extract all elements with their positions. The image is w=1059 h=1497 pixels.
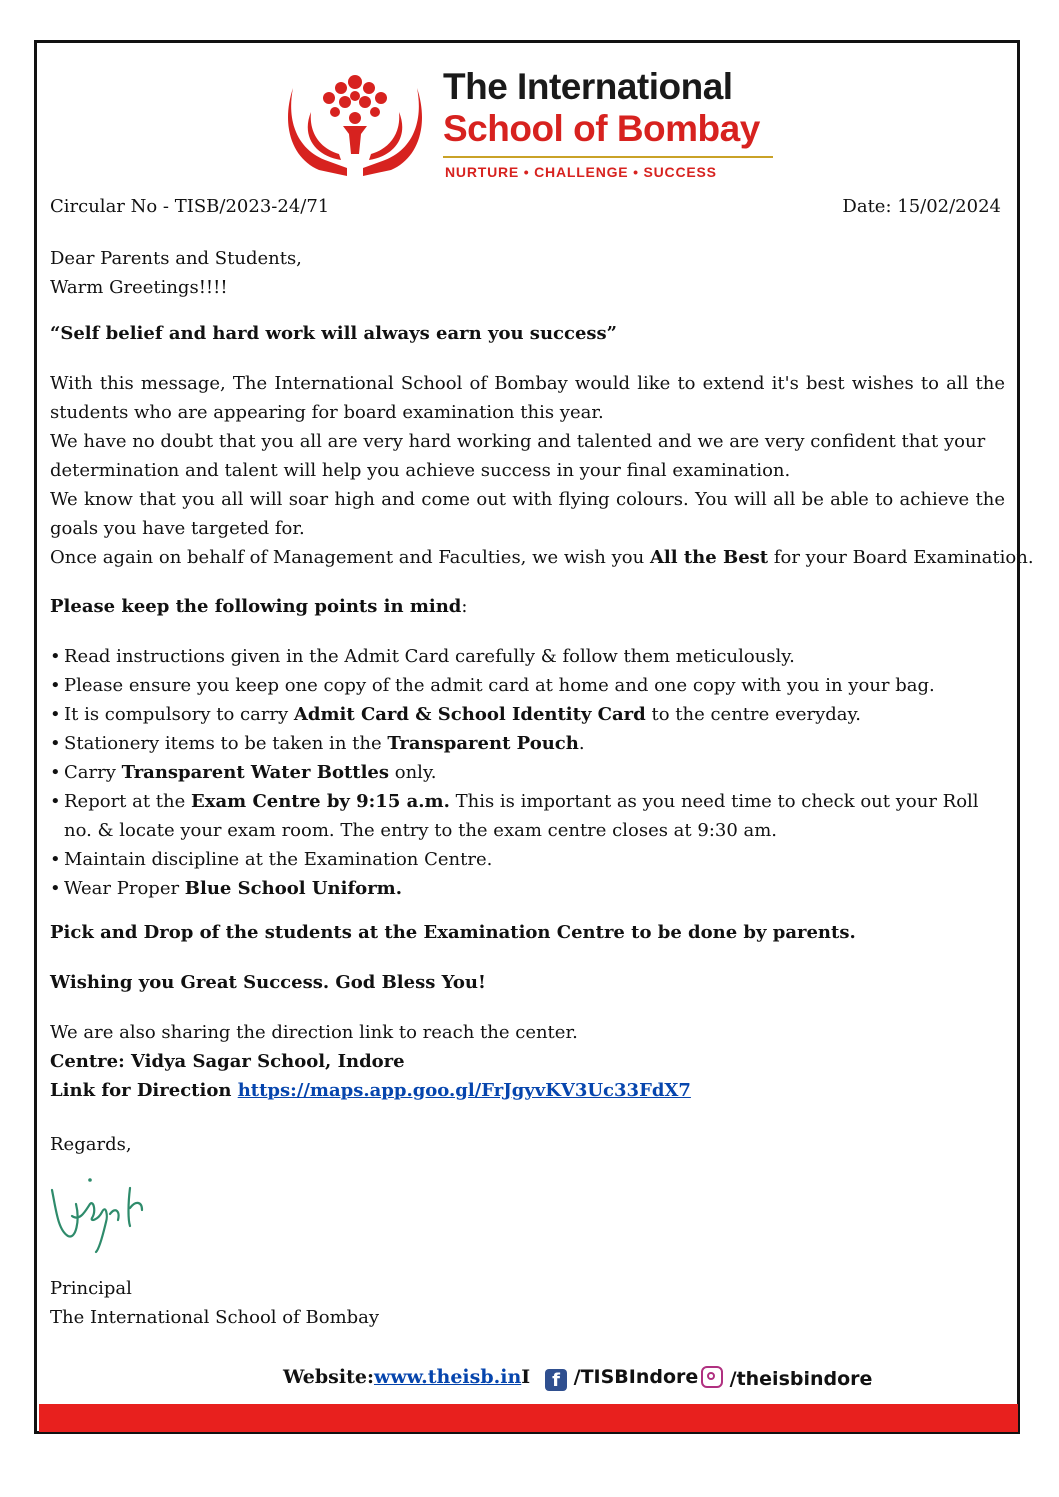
logo-tagline: NURTURE • CHALLENGE • SUCCESS <box>445 164 717 180</box>
list-item <box>50 845 1005 874</box>
list-item-text: This is important as you need time to check out your Roll no. & locate your exam room. The entry to the exam centre closes at 9:30 am. <box>64 791 979 841</box>
points-heading <box>50 592 1005 621</box>
list-item-text: only. <box>389 762 437 783</box>
facebook-handle: /TISBIndore <box>573 1366 699 1388</box>
list-item-text: Read instructions given in the Admit Card carefully & follow them meticulously. <box>64 646 795 667</box>
list-item-text: Carry <box>64 762 122 783</box>
website-link[interactable]: www.theisb.in <box>373 1366 522 1388</box>
direction-link-label: Link for Direction <box>50 1080 238 1101</box>
instagram-handle: /theisbindore <box>729 1368 873 1390</box>
body-paragraph: We have no doubt that you all are very hard working and talented and we are very confident that your determination and talent will help you achieve success in your final examination. <box>50 431 986 481</box>
list-item-emphasis: Transparent Water Bottles <box>121 762 390 783</box>
list-item-text: to the centre everyday. <box>645 704 862 725</box>
body-paragraph <box>50 543 1034 572</box>
list-item-text: . <box>578 733 585 754</box>
list-item-text: It is compulsory to carry <box>64 704 294 725</box>
list-item-text: Stationery items to be taken in the <box>64 733 388 754</box>
list-item-emphasis: Exam Centre by 9:15 a.m. <box>191 791 450 812</box>
list-item-text: Report at the <box>64 791 192 812</box>
signatory-title: Principal <box>50 1278 132 1299</box>
logo-title-line1: The International <box>443 66 733 107</box>
points-heading-colon: : <box>461 596 468 617</box>
direction-link[interactable]: https://maps.app.goo.gl/FrJgyvKV3Uc33FdX7 <box>237 1080 691 1101</box>
list-item <box>50 642 1005 671</box>
list-item-emphasis: Transparent Pouch <box>387 733 579 754</box>
footer-website <box>283 1366 530 1388</box>
greeting-line: Warm Greetings!!!! <box>50 277 228 298</box>
body-paragraph: We know that you all will soar high and come out with flying colours. You will all be able to achieve the goals you have targeted for. <box>50 489 1005 539</box>
list-item <box>50 758 1005 787</box>
footer-instagram[interactable] <box>701 1366 872 1390</box>
points-heading-text: Please keep the following points in mind <box>50 596 462 617</box>
body-text <box>50 369 1034 572</box>
regards: Regards, <box>50 1134 132 1155</box>
list-item-text: Wear Proper <box>64 878 185 899</box>
points-list <box>50 642 1005 903</box>
list-item-emphasis: Admit Card & School Identity Card <box>293 704 646 725</box>
list-item <box>50 729 1005 758</box>
school-logo <box>285 64 785 186</box>
list-item-emphasis: Blue School Uniform. <box>184 878 402 899</box>
facebook-icon: f <box>545 1369 567 1391</box>
direction-block <box>50 1018 1005 1105</box>
direction-intro: We are also sharing the direction link to reach the center. <box>50 1022 578 1043</box>
list-item <box>50 787 1005 845</box>
signatory-organisation: The International School of Bombay <box>50 1307 380 1328</box>
website-label: Website: <box>283 1366 374 1388</box>
greeting-salutation: Dear Parents and Students, <box>50 248 302 269</box>
greeting <box>50 244 1005 302</box>
list-item <box>50 874 1005 903</box>
body-emphasis: All the Best <box>649 547 769 568</box>
body-text-run: for your Board Examination. <box>768 547 1034 568</box>
signature-image <box>46 1160 166 1256</box>
body-text-run: Once again on behalf of Management and Faculties, we wish you <box>50 547 650 568</box>
direction-link-row <box>50 1076 1005 1105</box>
pick-drop-notice: Pick and Drop of the students at the Examination Centre to be done by parents. <box>50 922 856 943</box>
logo-title-line2: School of Bombay <box>443 108 760 149</box>
list-item <box>50 700 1005 729</box>
footer-separator: I <box>521 1366 531 1388</box>
circular-date: Date: 15/02/2024 <box>842 196 1001 217</box>
logo-divider <box>443 156 773 158</box>
list-item <box>50 671 1005 700</box>
footer-facebook[interactable] <box>545 1366 698 1391</box>
list-item-text: Please ensure you keep one copy of the admit card at home and one copy with you in your bag. <box>64 675 935 696</box>
circular-number: Circular No - TISB/2023-24/71 <box>50 196 330 217</box>
logo-emblem-icon <box>285 68 425 180</box>
closing-wish: Wishing you Great Success. God Bless You! <box>50 972 486 993</box>
centre-name: Centre: Vidya Sagar School, Indore <box>50 1051 405 1072</box>
body-paragraph: With this message, The International School of Bombay would like to extend it's best wishes to all the students who are appearing for board examination this year. <box>50 373 1005 423</box>
quote: “Self belief and hard work will always earn you success” <box>50 323 618 344</box>
footer-bar <box>39 1404 1018 1432</box>
list-item-text: Maintain discipline at the Examination Centre. <box>64 849 493 870</box>
instagram-icon <box>701 1366 723 1388</box>
